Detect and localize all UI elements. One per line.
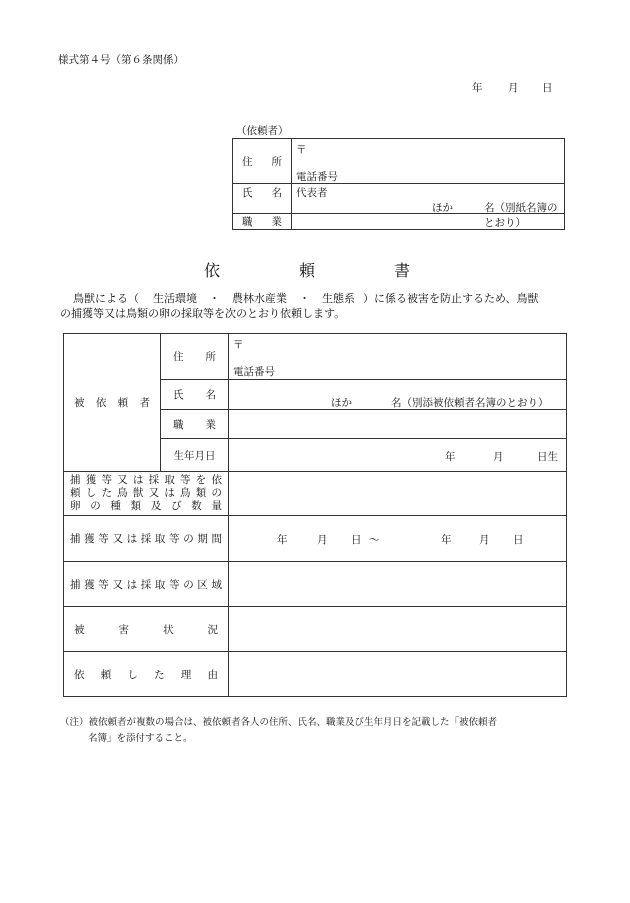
date-day: 日 xyxy=(542,82,553,94)
reason-label: 依頼した理由 xyxy=(74,668,218,681)
phone-label: 電話番号 xyxy=(233,366,275,378)
option-ecosystem: 生態系 xyxy=(322,292,355,305)
requester-postal-mark: 〒 xyxy=(296,144,307,156)
requester-occupation-label-cell: 職 業 xyxy=(233,214,292,230)
date-month: 月 xyxy=(508,82,519,94)
reason-cell[interactable] xyxy=(229,652,567,697)
species-cell[interactable] xyxy=(229,472,567,516)
birthdate-label: 生年月日 xyxy=(173,449,216,462)
postal-mark: 〒 xyxy=(233,339,244,351)
footnote-line-2: 名簿」を添付すること。 xyxy=(88,733,193,744)
damage-label-cell xyxy=(64,607,229,652)
address-label-cell: 住 所 xyxy=(161,334,229,380)
birthdate-cell[interactable] xyxy=(229,439,567,472)
period-cell[interactable] xyxy=(229,516,567,562)
period-label-cell xyxy=(64,516,229,562)
requester-address-cell[interactable] xyxy=(292,139,565,184)
period-end-year: 年 xyxy=(441,534,452,546)
reason-label-cell xyxy=(64,652,229,697)
main-table xyxy=(63,333,567,697)
option-agriculture: 農林水産業 xyxy=(232,292,287,305)
requester-address-label-cell: 住 所 xyxy=(233,139,292,184)
body-line-2: の捕獲等又は鳥類の卵の採取等を次のとおり依頼します。 xyxy=(60,307,346,320)
requestee-label-cell xyxy=(64,334,161,472)
area-label-cell xyxy=(64,562,229,607)
date-year: 年 xyxy=(472,82,483,94)
occupation-label-cell: 職 業 xyxy=(161,410,229,439)
period-end-day: 日 xyxy=(513,534,524,546)
period-label: 捕獲等又は採取等の期間 xyxy=(70,533,222,545)
requester-table xyxy=(232,138,565,230)
address-cell[interactable] xyxy=(229,334,567,380)
requester-address-label: 住 xyxy=(242,155,253,168)
period-tilde: ～ xyxy=(369,534,380,546)
others-text: ほか xyxy=(331,397,352,409)
period-start-day: 日 xyxy=(351,534,362,546)
birth-month: 月 xyxy=(493,451,504,463)
occupation-cell[interactable] xyxy=(229,410,567,439)
requester-representative: 代表者 xyxy=(296,187,328,199)
name-label-cell: 氏 名 xyxy=(161,380,229,410)
requester-others-note: 名（別紙名簿のとおり） xyxy=(484,202,558,229)
name-cell[interactable] xyxy=(229,380,567,410)
period-end-month: 月 xyxy=(479,534,490,546)
period-start-month: 月 xyxy=(317,534,328,546)
requester-caption: （依頼者） xyxy=(236,125,289,137)
requester-others-text: ほか xyxy=(432,202,453,214)
requester-name-label-cell: 氏 名 xyxy=(233,184,292,214)
requestee-label: 被 依 頼 者 xyxy=(74,397,150,409)
footnote xyxy=(60,715,497,747)
species-label-cell: 捕獲等又は採取等を依 頼した鳥獣又は鳥類の 卵の種類及び数量 xyxy=(64,472,229,516)
footnote-line-1: （注）被依頼者が複数の場合は、被依頼者各人の住所、氏名、職業及び生年月日を記載した「被依頼者 xyxy=(60,717,498,728)
requester-name-cell[interactable] xyxy=(292,184,565,229)
birthdate-label-cell xyxy=(161,439,229,472)
area-label: 捕獲等又は採取等の区域 xyxy=(70,578,222,591)
birth-day: 日生 xyxy=(537,451,558,463)
period-start-year: 年 xyxy=(277,534,288,546)
birth-year: 年 xyxy=(445,451,456,463)
others-note: 名（別添被依頼者名簿のとおり） xyxy=(391,397,549,409)
area-cell[interactable] xyxy=(229,562,567,607)
option-living-environment: 生活環境 xyxy=(153,292,197,305)
requester-phone-label: 電話番号 xyxy=(296,171,338,183)
damage-cell[interactable] xyxy=(229,607,567,652)
body-line-1: 鳥獣による（ 生活環境 ・ 農林水産業 ・ 生態系 ）に係る被害を防止するため、鳥獣 xyxy=(73,292,539,305)
damage-label: 被害状況 xyxy=(74,623,218,636)
form-number: 様式第４号（第６条関係） xyxy=(58,54,184,66)
